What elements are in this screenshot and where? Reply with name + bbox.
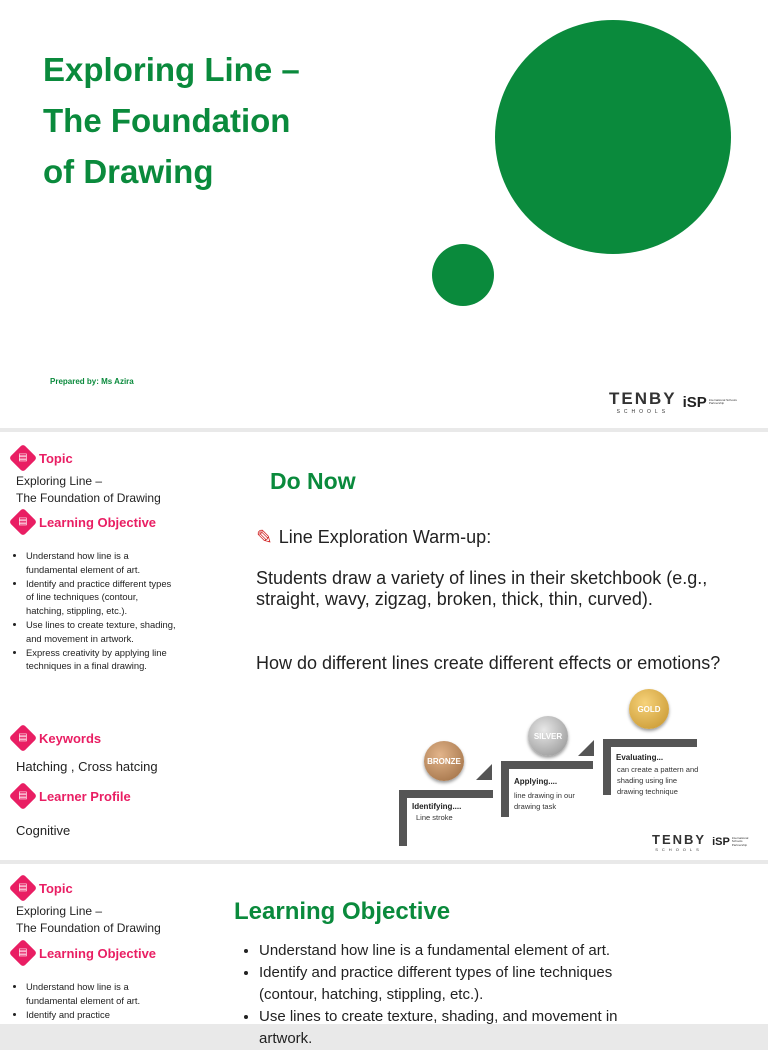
- instructions-paragraph: Students draw a variety of lines in their sketchbook (e.g., straight, wavy, zigzag, broken, thick, thin, curved).: [256, 568, 708, 609]
- topic-line-1: Exploring Line –: [16, 904, 103, 918]
- list-item: • Use lines to create texture, shading, and movement in artwork.: [26, 618, 176, 646]
- book-badge-icon: ▤: [9, 939, 37, 967]
- list-item: • Identify and practice: [26, 1008, 176, 1022]
- step-bronze-riser: [399, 790, 407, 846]
- silver-title: Applying....: [514, 777, 558, 786]
- list-item: • Identify and practice different types of line techniques (contour, hatching, stippling, etc.).: [26, 577, 176, 618]
- question-paragraph: How do different lines create different effects or emotions?: [256, 653, 721, 673]
- gold-label: GOLD: [637, 704, 661, 714]
- topic-text: [16, 903, 161, 937]
- book-badge-icon: ▤: [9, 782, 37, 810]
- small-green-circle: [432, 244, 494, 306]
- objective-header: [10, 943, 156, 963]
- topic-header: [10, 448, 73, 468]
- large-green-circle: [495, 20, 731, 254]
- title-slide: [0, 0, 768, 428]
- step-silver-riser: [501, 761, 509, 817]
- learning-objective-slide: [0, 864, 768, 1047]
- isp-subtitle: International Schools Partnership: [731, 835, 749, 847]
- learning-objective-list: [245, 940, 669, 1050]
- prepared-by: Prepared by: Ms Azira: [50, 377, 134, 386]
- step-gold-riser: [603, 739, 611, 795]
- topic-line-2: The Foundation of Drawing: [16, 921, 161, 935]
- keywords-header: [10, 728, 101, 748]
- objective-header: [10, 512, 156, 532]
- keywords-label: Keywords: [39, 730, 102, 746]
- step-gold: [603, 739, 697, 747]
- bronze-text: Line stroke: [416, 813, 453, 822]
- book-badge-icon: ▤: [9, 724, 37, 752]
- book-badge-icon: ▤: [9, 508, 37, 536]
- gold-title: Evaluating...: [616, 753, 664, 762]
- list-item: • Use lines to create texture, shading, and movement in artwork.: [259, 1006, 669, 1050]
- pencil-icon: ✎: [256, 527, 273, 549]
- tenby-wordmark: TENBY: [609, 389, 677, 408]
- topic-line-2: The Foundation of Drawing: [16, 491, 161, 505]
- topic-line-1: Exploring Line –: [16, 474, 103, 488]
- list-item: • Identify and practice different types of line techniques (contour, hatching, stippling, etc.).: [259, 962, 669, 1006]
- topic-label: Topic: [39, 450, 73, 466]
- topic-label: Topic: [39, 880, 73, 896]
- warmup-line: [256, 525, 491, 550]
- book-badge-icon: ▤: [9, 874, 37, 902]
- list-item: • Understand how line is a fundamental element of art.: [26, 549, 176, 577]
- profile-text: Cognitive: [16, 823, 71, 838]
- schools-wordmark: SCHOOLS: [655, 847, 703, 852]
- objective-list: [18, 549, 176, 673]
- bronze-medal: [424, 741, 464, 781]
- objective-list: [18, 980, 176, 1021]
- step-arrow-1: [476, 764, 492, 780]
- profile-label: Learner Profile: [39, 788, 131, 804]
- topic-text: [16, 473, 161, 507]
- objective-label: Learning Objective: [39, 945, 157, 961]
- title-line-1: Exploring Line –: [43, 51, 300, 88]
- tenby-logo-small: [652, 832, 756, 852]
- silver-label: SILVER: [533, 731, 563, 741]
- do-now-slide: [0, 432, 768, 860]
- list-item: • Express creativity by applying line techniques in a final drawing.: [26, 646, 176, 674]
- silver-text: line drawing in our drawing task: [514, 791, 575, 811]
- gold-text: can create a pattern and shading using line drawing technique: [617, 765, 699, 796]
- tenby-wordmark: TENBY: [652, 832, 707, 847]
- silver-medal: [528, 716, 568, 756]
- learning-objective-heading: Learning Objective: [234, 898, 451, 925]
- step-arrow-2: [578, 740, 594, 756]
- list-item: • Understand how line is a fundamental element of art.: [26, 980, 176, 1008]
- slide-title: [43, 44, 363, 197]
- book-badge-icon: ▤: [9, 444, 37, 472]
- step-silver: [501, 761, 593, 769]
- isp-wordmark: iSP: [682, 393, 707, 411]
- isp-subtitle: International Schools Partnership: [708, 397, 737, 405]
- tenby-logo: [609, 389, 739, 415]
- title-line-2: The Foundation: [43, 102, 291, 139]
- do-now-heading: Do Now: [270, 468, 356, 494]
- bronze-label: BRONZE: [427, 756, 461, 766]
- bronze-title: Identifying....: [412, 802, 462, 811]
- step-bronze: [399, 790, 493, 798]
- warmup-text: Line Exploration Warm-up:: [278, 527, 492, 547]
- objective-label: Learning Objective: [39, 514, 157, 530]
- gold-medal: [629, 689, 669, 729]
- list-item: • Understand how line is a fundamental element of art.: [259, 940, 669, 962]
- isp-wordmark: iSP: [712, 836, 730, 848]
- topic-header: [10, 878, 73, 898]
- title-line-3: of Drawing: [43, 153, 214, 190]
- keywords-text: Hatching , Cross hatcing: [16, 759, 158, 774]
- schools-wordmark: SCHOOLS: [616, 409, 670, 415]
- profile-header: [10, 786, 131, 806]
